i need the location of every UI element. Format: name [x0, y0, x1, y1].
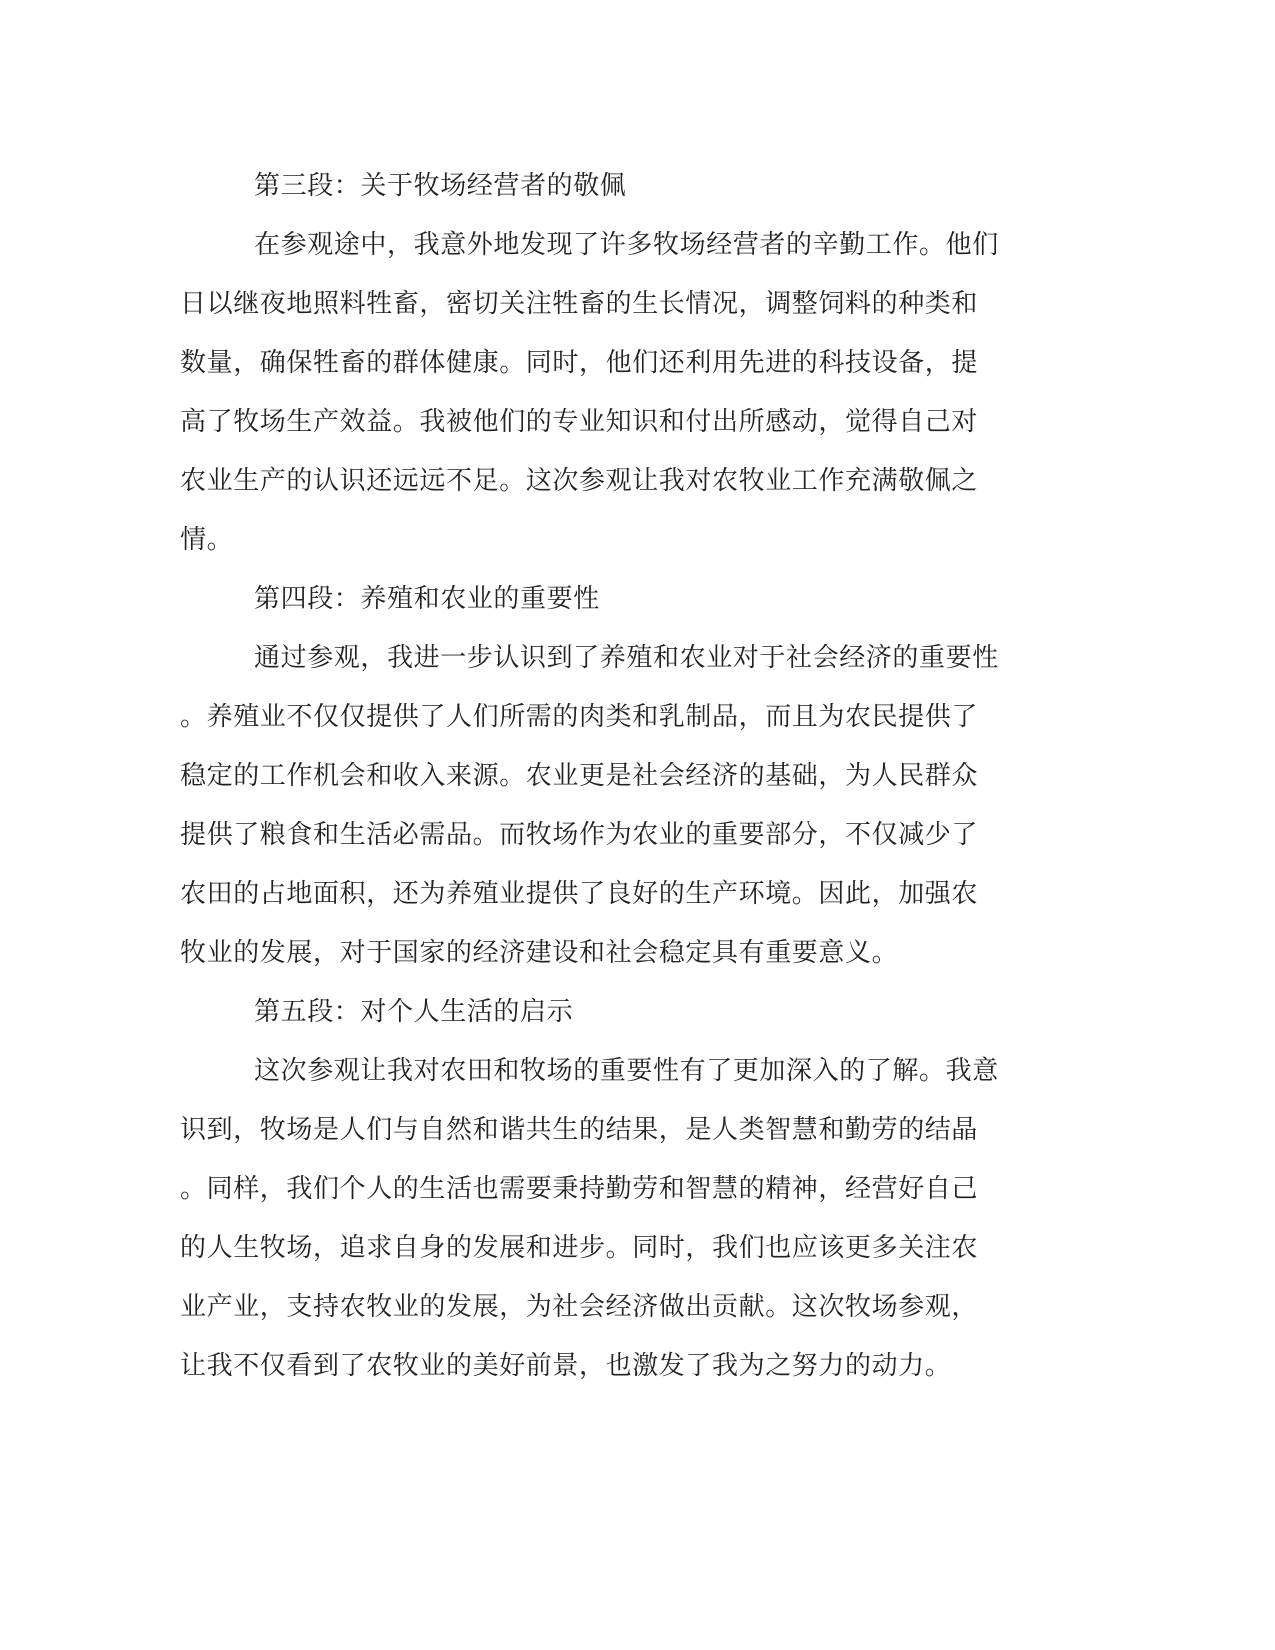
paragraph-line: 业产业，支持农牧业的发展，为社会经济做出贡献。这次牧场参观，: [180, 1292, 979, 1322]
paragraph-line: 这次参观让我对农田和牧场的重要性有了更加深入的了解。我意: [254, 1056, 999, 1086]
paragraph-line: 在参观途中，我意外地发现了许多牧场经营者的辛勤工作。他们: [254, 230, 999, 260]
paragraph-line: 农业生产的认识还远远不足。这次参观让我对农牧业工作充满敬佩之: [180, 466, 979, 496]
paragraph-line: 农田的占地面积，还为养殖业提供了良好的生产环境。因此，加强农: [180, 879, 979, 909]
paragraph-line: 牧业的发展，对于国家的经济建设和社会稳定具有重要意义。: [180, 938, 899, 968]
section-heading-3: 第三段：关于牧场经营者的敬佩: [254, 171, 627, 201]
paragraph-line: 的人生牧场，追求自身的发展和进步。同时，我们也应该更多关注农: [180, 1233, 979, 1263]
paragraph-line: 。同样，我们个人的生活也需要秉持勤劳和智慧的精神，经营好自己: [180, 1174, 979, 1204]
paragraph-line: 数量，确保牲畜的群体健康。同时，他们还利用先进的科技设备，提: [180, 348, 979, 378]
document-body: [180, 157, 1030, 1396]
paragraph-line: 提供了粮食和生活必需品。而牧场作为农业的重要部分，不仅减少了: [180, 820, 979, 850]
paragraph-line: 日以继夜地照料牲畜，密切关注牲畜的生长情况，调整饲料的种类和: [180, 289, 979, 319]
paragraph-line: 稳定的工作机会和收入来源。农业更是社会经济的基础，为人民群众: [180, 761, 979, 791]
section-heading-5: 第五段：对个人生活的启示: [254, 997, 574, 1027]
paragraph-line: 识到，牧场是人们与自然和谐共生的结果，是人类智慧和勤劳的结晶: [180, 1115, 979, 1145]
paragraph-line: 。养殖业不仅仅提供了人们所需的肉类和乳制品，而且为农民提供了: [180, 702, 979, 732]
section-heading-4: 第四段：养殖和农业的重要性: [254, 584, 600, 614]
paragraph-line: 高了牧场生产效益。我被他们的专业知识和付出所感动，觉得自己对: [180, 407, 979, 437]
paragraph-line: 让我不仅看到了农牧业的美好前景，也激发了我为之努力的动力。: [180, 1351, 952, 1381]
paragraph-line: 情。: [180, 525, 234, 555]
paragraph-line: 通过参观，我进一步认识到了养殖和农业对于社会经济的重要性: [254, 643, 999, 673]
